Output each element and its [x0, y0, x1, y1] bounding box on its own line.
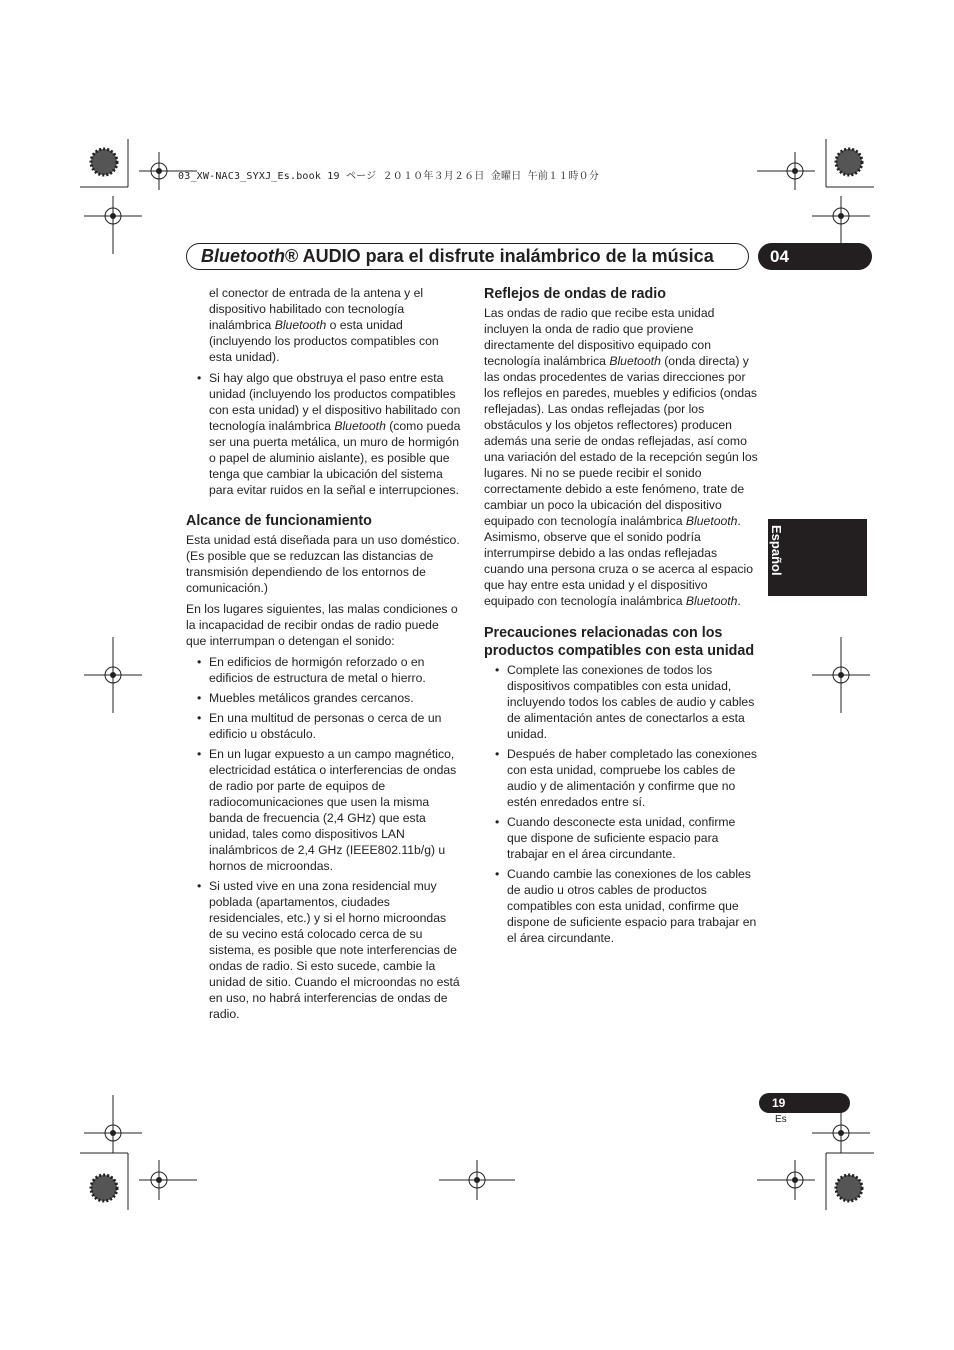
intro-paragraph: el conector de entrada de la antena y el dispositivo habilitado con tecnología inalámbrica Bluetooth o esta unidad (incluyendo los productos compatibles con esta unidad).	[209, 286, 439, 364]
print-metadata-line: 03_XW-NAC3_SYXJ_Es.book 19 ページ ２０１０年３月２６日 金曜日 午前１１時０分	[178, 171, 600, 182]
reflections-paragraph: Las ondas de radio que recibe esta unidad incluyen la onda de radio que proviene directamente del dispositivo equipado con tecnología inalámbrica Bluetooth (onda directa) y las ondas procedentes de varias direcciones por los reflejos en paredes, muebles y edificios (ondas reflejadas). Las ondas reflejadas (por los obstáculos y los objetos reflectores) producen además una serie de ondas reflejadas, así como una variación del estado de la recepción según los lugares. Ni no se puede recibir el sonido correctamente debido a este fenómeno, trate de cambiar un poco la ubicación del dispositivo equipado con tecnología inalámbrica Bluetooth. Asimismo, observe que el sonido podría interrumpirse debido a las ondas reflejadas cuando una persona cruza o se acerca al espacio que hay entre esta unidad y el dispositivo equipado con tecnología inalámbrica Bluetooth.	[484, 306, 758, 608]
left-column	[186, 285, 461, 1026]
list-item: • En edificios de hormigón reforzado o en edificios de estructura de metal o hierro.	[186, 654, 461, 686]
list-item: • Complete las conexiones de todos los dispositivos compatibles con esta unidad, incluyendo todos los cables de audio y cables de alimentación antes de conectarlos a esta unidad.	[484, 662, 759, 742]
intro-bullets	[186, 370, 461, 498]
list-item: • En un lugar expuesto a un campo magnético, electricidad estática o interferencias de ondas de radio por parte de equipos de radiocomunicaciones que usen la misma banda de frecuencia (2,4 GHz) que esta unidad, tales como dispositivos LAN inalámbricos de 2,4 GHz (IEEE802.11b/g) u hornos de microondas.	[186, 746, 461, 874]
title-brand: Bluetooth	[201, 246, 285, 266]
list-item: • Si hay algo que obstruya el paso entre esta unidad (incluyendo los productos compatibles con esta unidad) y el dispositivo habilitado con tecnología inalámbrica Bluetooth (como pueda ser una puerta metálica, un muro de hormigón o papel de aluminio aislante), es posible que tenga que cambiar la ubicación del sistema para evitar ruidos en la señal e interrupciones.	[186, 370, 461, 498]
range-paragraph-1: Esta unidad está diseñada para un uso doméstico. (Es posible que se reduzcan las distancias de transmisión dependiendo de los entornos de comunicación.)	[186, 533, 460, 595]
list-item: • En una multitud de personas o cerca de un edificio u obstáculo.	[186, 710, 461, 742]
section-heading-precautions: Precauciones relacionadas con los productos compatibles con esta unidad	[484, 625, 755, 659]
section-heading-reflections: Reflejos de ondas de radio	[484, 286, 666, 302]
language-tab-label: Español	[769, 525, 784, 576]
chapter-badge: 04	[758, 243, 872, 270]
page-title	[201, 244, 714, 268]
list-item: • Muebles metálicos grandes cercanos.	[186, 690, 461, 706]
list-item: • Después de haber completado las conexiones con esta unidad, compruebe los cables de audio y de alimentación y confirme que no estén enredados entre sí.	[484, 746, 759, 810]
right-column	[484, 285, 759, 950]
list-item: • Cuando desconecte esta unidad, confirme que dispone de suficiente espacio para trabajar en el área circundante.	[484, 814, 759, 862]
precaution-bullets	[484, 662, 759, 946]
section-heading-range: Alcance de funcionamiento	[186, 513, 372, 529]
title-rest: ® AUDIO para el disfrute inalámbrico de la música	[284, 246, 714, 266]
list-item: • Si usted vive en una zona residencial muy poblada (apartamentos, ciudades residenciales, etc.) y si el horno microondas de su vecino está colocado cerca de su sistema, es posible que note interferencias de ondas de radio. Si esto sucede, cambie la unidad de sitio. Cuando el microondas no está en uso, no habrá interferencias de ondas de radio.	[186, 878, 461, 1022]
page-language-code: Es	[775, 1114, 787, 1125]
range-paragraph-2: En los lugares siguientes, las malas condiciones o la incapacidad de recibir ondas de radio puede que interrumpan o detengan el sonido:	[186, 602, 458, 648]
language-tab	[768, 519, 867, 596]
page-number-badge: 19	[759, 1093, 850, 1113]
list-item: • Cuando cambie las conexiones de los cables de audio u otros cables de productos compatibles con esta unidad, confirme que dispone de suficiente espacio para trabajar en el área circundante.	[484, 866, 759, 946]
range-bullets	[186, 654, 461, 1022]
